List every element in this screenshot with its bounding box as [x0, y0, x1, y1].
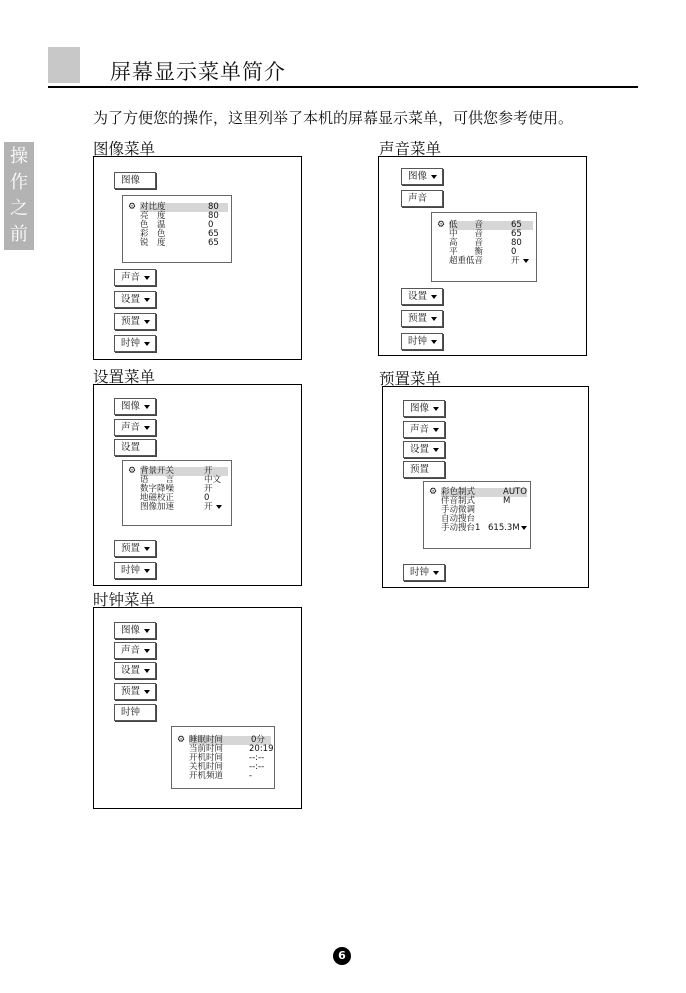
menu-button-label: 图像: [410, 403, 430, 414]
menu-button-picture[interactable]: [114, 172, 156, 189]
chevron-down-icon: [216, 505, 222, 509]
chevron-down-icon: [431, 340, 437, 344]
menu-button-label: 预置: [408, 313, 428, 324]
sound-submenu: [431, 212, 537, 282]
row-label: 对比度: [140, 202, 166, 212]
menu-button-clock[interactable]: [114, 704, 156, 721]
row-label: 低 音: [449, 220, 484, 230]
row-value: 开: [204, 502, 213, 512]
sound-menu-frame: [378, 156, 587, 356]
menu-button-label: 图像: [408, 171, 428, 182]
menu-button-picture[interactable]: [403, 400, 445, 417]
page-title: 屏幕显示菜单简介: [110, 60, 286, 84]
menu-button-setup[interactable]: [401, 288, 443, 305]
title-rule: [48, 86, 638, 88]
row-label: 锐 度: [140, 238, 166, 248]
side-tab-char: 操: [10, 146, 28, 167]
row-value: -: [249, 771, 253, 781]
setup-menu-title: 设置菜单: [93, 368, 156, 386]
page-number: 6: [333, 947, 351, 965]
preset-menu-frame: [382, 386, 589, 588]
menu-button-preset[interactable]: [114, 683, 156, 700]
row-label: 色 温: [140, 220, 166, 230]
menu-button-sound[interactable]: [114, 419, 156, 436]
row-label: 手动搜台1: [441, 523, 481, 533]
row-value: 80: [208, 202, 219, 212]
menu-button-label: 声音: [121, 645, 141, 656]
clock-menu-title: 时钟菜单: [93, 591, 156, 609]
row-label: 语 言: [140, 475, 175, 485]
preset-menu-title: 预置菜单: [379, 370, 442, 388]
chevron-down-icon: [144, 690, 150, 694]
menu-button-label: 设置: [410, 444, 430, 455]
menu-button-label: 图像: [121, 175, 141, 186]
chevron-down-icon: [144, 669, 150, 673]
chevron-down-icon: [433, 448, 439, 452]
menu-button-clock[interactable]: [401, 333, 443, 350]
chevron-down-icon: [521, 526, 527, 530]
row-label: 亮 度: [140, 211, 166, 221]
chevron-down-icon: [144, 629, 150, 633]
row-value: 65: [511, 220, 522, 230]
menu-button-clock[interactable]: [403, 564, 445, 581]
menu-button-label: 图像: [121, 625, 141, 636]
chevron-down-icon: [433, 571, 439, 575]
menu-button-preset[interactable]: [401, 310, 443, 327]
chevron-down-icon: [144, 547, 150, 551]
menu-button-label: 时钟: [408, 336, 428, 347]
row-label: 开机频道: [189, 771, 224, 781]
submenu-row[interactable]: [189, 772, 271, 781]
menu-button-picture[interactable]: [114, 622, 156, 639]
menu-button-label: 设置: [121, 665, 141, 676]
row-label: 地磁校正: [140, 493, 175, 503]
row-label: 数字降噪: [140, 484, 175, 494]
preset-submenu: [423, 481, 531, 549]
side-tab-char: 前: [10, 224, 28, 245]
menu-button-label: 声音: [121, 422, 141, 433]
side-tab-char: 之: [10, 198, 28, 219]
row-value: 0: [204, 493, 210, 503]
row-value: 开: [511, 256, 520, 266]
gear-icon: ⚙: [177, 735, 186, 745]
chevron-down-icon: [431, 175, 437, 179]
submenu-row[interactable]: [441, 524, 527, 533]
side-tab: [4, 142, 34, 250]
row-value: 开: [204, 466, 213, 476]
row-label: 超重低音: [449, 256, 484, 266]
menu-button-label: 声音: [410, 424, 430, 435]
gear-icon: ⚙: [429, 487, 438, 497]
row-label: 自动搜台: [441, 514, 476, 524]
chevron-down-icon: [523, 259, 529, 263]
picture-menu-frame: [93, 156, 302, 360]
row-value: 开: [204, 484, 213, 494]
menu-button-clock[interactable]: [114, 562, 156, 579]
menu-button-label: 时钟: [410, 567, 430, 578]
submenu-row[interactable]: [140, 503, 228, 512]
row-label: 伴音制式: [441, 496, 476, 506]
submenu-row[interactable]: [449, 257, 533, 266]
chevron-down-icon: [144, 276, 150, 280]
row-value: 65: [511, 229, 522, 239]
menu-button-label: 图像: [121, 401, 141, 412]
gear-icon: ⚙: [437, 220, 446, 230]
header-gray-block: [48, 47, 80, 83]
intro-text: 为了方便您的操作，这里列举了本机的屏幕显示菜单，可供您参考使用。: [93, 109, 574, 127]
menu-button-sound[interactable]: [403, 421, 445, 438]
picture-menu-title: 图像菜单: [93, 140, 156, 158]
menu-button-preset[interactable]: [403, 461, 445, 478]
clock-submenu: [171, 726, 275, 789]
side-tab-char: 作: [10, 172, 28, 193]
menu-button-label: 设置: [408, 291, 428, 302]
menu-button-sound[interactable]: [114, 269, 156, 286]
chevron-down-icon: [144, 298, 150, 302]
row-label: 当前时间: [189, 744, 224, 754]
menu-button-picture[interactable]: [114, 398, 156, 415]
row-label: 睡眠时间: [189, 735, 224, 745]
row-value: 0分: [251, 735, 265, 745]
row-value: 615.3M: [488, 523, 520, 533]
picture-submenu: [122, 195, 232, 263]
chevron-down-icon: [144, 569, 150, 573]
chevron-down-icon: [433, 407, 439, 411]
clock-menu-frame: [93, 607, 302, 809]
row-label: 中 音: [449, 229, 484, 239]
menu-button-label: 声音: [121, 272, 141, 283]
row-value: 中文: [204, 475, 222, 485]
menu-button-label: 预置: [121, 686, 141, 697]
menu-button-setup[interactable]: [114, 662, 156, 679]
menu-button-label: 预置: [121, 543, 141, 554]
chevron-down-icon: [144, 342, 150, 346]
chevron-down-icon: [144, 320, 150, 324]
menu-button-sound[interactable]: [401, 190, 443, 207]
menu-button-label: 时钟: [121, 338, 141, 349]
row-value: --:--: [249, 753, 265, 763]
row-label: 平 衡: [449, 247, 484, 257]
gear-icon: ⚙: [128, 202, 137, 212]
row-label: 背景开关: [140, 466, 175, 476]
row-value: 65: [208, 229, 219, 239]
row-value: 65: [208, 238, 219, 248]
row-label: 手动微调: [441, 505, 476, 515]
sound-menu-title: 声音菜单: [379, 140, 442, 158]
row-value: AUTO: [503, 487, 527, 497]
row-value: 80: [208, 211, 219, 221]
menu-button-label: 设置: [121, 294, 141, 305]
row-value: 80: [511, 238, 522, 248]
chevron-down-icon: [433, 428, 439, 432]
menu-button-label: 设置: [121, 442, 141, 453]
row-value: M: [503, 496, 511, 506]
setup-submenu: [122, 460, 232, 526]
menu-button-setup[interactable]: [114, 291, 156, 308]
menu-button-label: 声音: [408, 193, 428, 204]
row-label: 关机时间: [189, 762, 224, 772]
menu-button-clock[interactable]: [114, 335, 156, 352]
chevron-down-icon: [431, 317, 437, 321]
menu-button-preset[interactable]: [114, 540, 156, 557]
menu-button-label: 时钟: [121, 707, 141, 718]
row-label: 高 音: [449, 238, 484, 248]
row-label: 开机时间: [189, 753, 224, 763]
chevron-down-icon: [144, 405, 150, 409]
setup-menu-frame: [93, 384, 302, 586]
gear-icon: ⚙: [128, 466, 137, 476]
menu-button-label: 预置: [121, 316, 141, 327]
row-label: 图像加速: [140, 502, 175, 512]
row-label: 彩色制式: [441, 487, 476, 497]
menu-button-setup[interactable]: [114, 439, 156, 456]
menu-button-setup[interactable]: [403, 441, 445, 458]
menu-button-sound[interactable]: [114, 642, 156, 659]
row-value: 20:19: [249, 744, 274, 754]
menu-button-label: 预置: [410, 464, 430, 475]
menu-button-label: 时钟: [121, 565, 141, 576]
row-label: 彩 色: [140, 229, 166, 239]
submenu-row[interactable]: [140, 239, 228, 248]
row-value: --:--: [249, 762, 265, 772]
row-value: 0: [511, 247, 517, 257]
menu-button-picture[interactable]: [401, 168, 443, 185]
row-value: 0: [208, 220, 214, 230]
chevron-down-icon: [144, 426, 150, 430]
chevron-down-icon: [431, 295, 437, 299]
menu-button-preset[interactable]: [114, 313, 156, 330]
chevron-down-icon: [144, 649, 150, 653]
